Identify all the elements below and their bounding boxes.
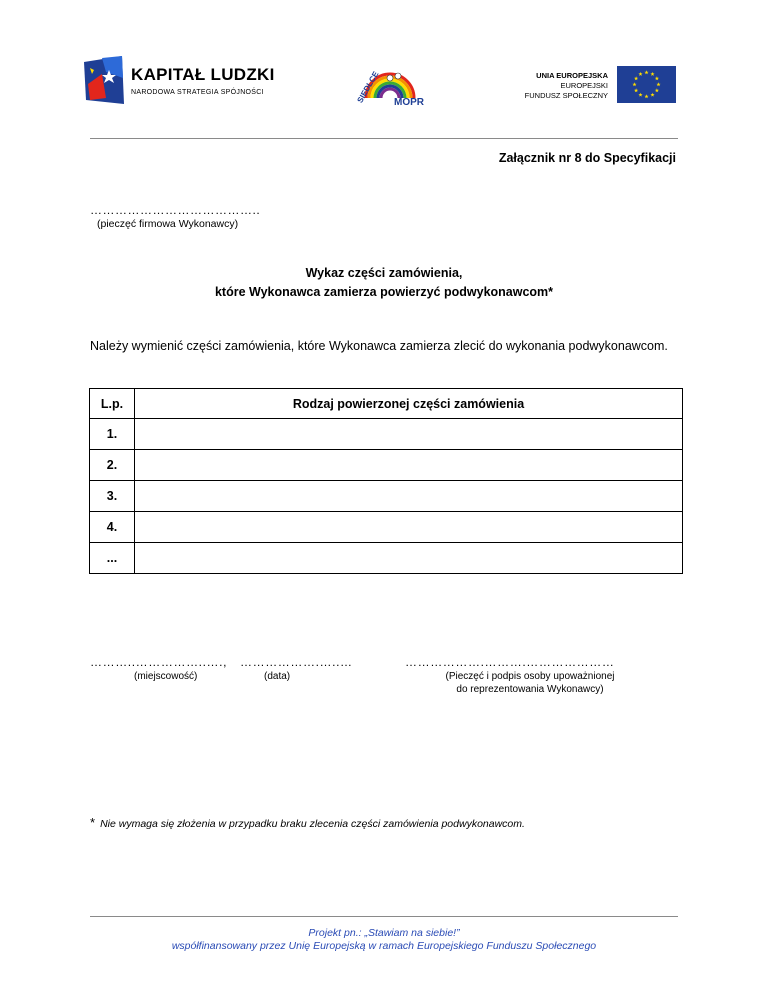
date-line: ……………….…..…	[240, 655, 353, 669]
mopr-siedlce-logo	[352, 58, 424, 108]
footnote-asterisk: *	[90, 815, 96, 830]
signature-label-line-1: (Pieczęć i podpis osoby upoważnionej	[445, 671, 615, 682]
footer-funding-line: współfinansowany przez Unię Europejską w ramach Europejskiego Funduszu Społecznego	[171, 940, 597, 952]
mopr-left-text: SIEDLCE	[355, 69, 381, 105]
document-title-line-1: Wykaz części zamówienia,	[305, 266, 463, 280]
row-number: 1.	[90, 419, 135, 450]
date-label: (data)	[264, 671, 291, 682]
row-number: 3.	[90, 481, 135, 512]
header-divider	[90, 138, 678, 139]
kapital-ludzki-title: KAPITAŁ LUDZKI	[131, 65, 275, 84]
subcontract-table	[89, 388, 683, 574]
row-number: 2.	[90, 450, 135, 481]
signature-label-line-2: do reprezentowania Wykonawcy)	[456, 684, 604, 695]
mopr-right-text: MOPR	[394, 97, 424, 108]
header-scope: Rodzaj powierzonej części zamówienia	[135, 389, 683, 419]
table-row	[90, 543, 683, 574]
intro-paragraph: Należy wymienić części zamówienia, które Wykonawca zamierza zlecić do wykonania podwykonawcom.	[90, 339, 668, 353]
footer-divider	[90, 916, 678, 917]
table-row	[90, 450, 683, 481]
eu-line-3: FUNDUSZ SPOŁECZNY	[524, 91, 608, 100]
footnote-text: Nie wymaga się złożenia w przypadku braku zlecenia części zamówienia podwykonawcom.	[100, 818, 525, 830]
document-title-line-2: które Wykonawca zamierza powierzyć podwykonawcom*	[214, 285, 554, 299]
table-row	[90, 512, 683, 543]
footnote	[90, 815, 525, 830]
table-row	[90, 419, 683, 450]
row-scope-cell[interactable]	[135, 543, 683, 574]
row-number: 4.	[90, 512, 135, 543]
row-scope-cell[interactable]	[135, 512, 683, 543]
kapital-ludzki-subtitle: NARODOWA STRATEGIA SPÓJNOŚCI	[131, 89, 264, 96]
eu-flag-icon	[617, 66, 676, 103]
header-lp: L.p.	[90, 389, 135, 419]
signature-line: ……………….……….…………………	[405, 655, 615, 669]
row-number: ...	[90, 543, 135, 574]
company-stamp-line: …………………………………..	[90, 203, 261, 217]
row-scope-cell[interactable]	[135, 450, 683, 481]
place-label: (miejscowość)	[134, 671, 198, 682]
eu-fund-text	[500, 71, 608, 101]
annex-heading: Załącznik nr 8 do Specyfikacji	[498, 151, 676, 165]
eu-line-2: EUROPEJSKI	[560, 81, 608, 90]
footer-project-line: Projekt pn.: „Stawiam na siebie!”	[308, 927, 460, 939]
table-row	[90, 481, 683, 512]
row-scope-cell[interactable]	[135, 481, 683, 512]
place-line: ………..……………..….,	[90, 655, 228, 669]
eu-line-1: UNIA EUROPEJSKA	[536, 71, 608, 80]
company-stamp-label: (pieczęć firmowa Wykonawcy)	[97, 218, 239, 230]
table-header-row	[90, 389, 683, 419]
row-scope-cell[interactable]	[135, 419, 683, 450]
